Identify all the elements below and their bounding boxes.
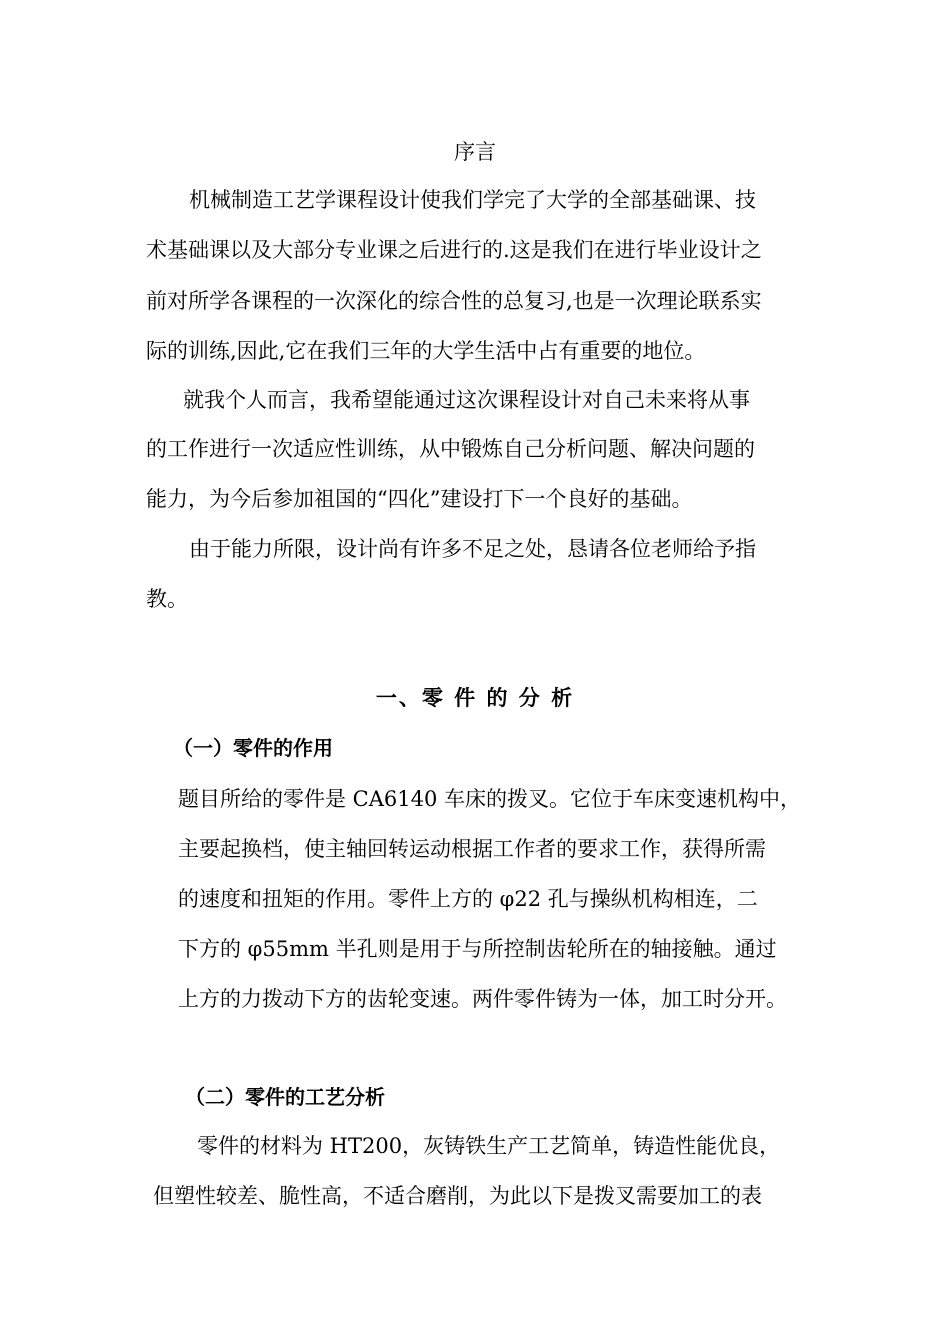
preface-para1-line3: 前对所学各课程的一次深化的综合性的总复习,也是一次理论联系实	[146, 289, 762, 313]
preface-para1-line1: 机械制造工艺学课程设计使我们学完了大学的全部基础课、技	[189, 188, 756, 212]
sub1-line2: 主要起换档，使主轴回转运动根据工作者的要求工作，获得所需	[178, 837, 766, 861]
preface-para3-line1: 由于能力所限，设计尚有许多不足之处，恳请各位老师给予指	[189, 537, 756, 561]
section1-heading: 一、零 件 的 分 析	[375, 686, 575, 710]
preface-para1-line4: 际的训练,因此,它在我们三年的大学生活中占有重要的地位。	[146, 339, 706, 363]
preface-para3-line2: 教。	[146, 587, 188, 611]
sub1-line5: 上方的力拨动下方的齿轮变速。两件零件铸为一体，加工时分开。	[178, 987, 787, 1011]
section1-sub1-heading: （一）零件的作用	[173, 736, 333, 760]
sub1-line1: 题目所给的零件是 CA6140 车床的拨叉。它位于车床变速机构中，	[178, 787, 802, 811]
section1-sub2-heading: （二）零件的工艺分析	[185, 1085, 385, 1109]
sub2-line2: 但塑性较差、脆性高，不适合磨削，为此以下是拨叉需要加工的表	[153, 1184, 762, 1208]
preface-para1-line2: 术基础课以及大部分专业课之后进行的.这是我们在进行毕业设计之	[146, 238, 762, 262]
preface-para2-line3: 能力，为今后参加祖国的“四化”建设打下一个良好的基础。	[146, 487, 693, 511]
preface-title: 序言	[454, 140, 496, 164]
sub2-line1: 零件的材料为 HT200，灰铸铁生产工艺简单，铸造性能优良，	[197, 1134, 781, 1158]
sub1-line3: 的速度和扭矩的作用。零件上方的 φ22 孔与操纵机构相连，二	[178, 887, 758, 911]
preface-para2-line2: 的工作进行一次适应性训练，从中锻炼自己分析问题、解决问题的	[146, 437, 755, 461]
sub1-line4: 下方的 φ55mm 半孔则是用于与所控制齿轮所在的轴接触。通过	[178, 937, 777, 961]
preface-para2-line1: 就我个人而言，我希望能通过这次课程设计对自己未来将从事	[183, 388, 750, 412]
